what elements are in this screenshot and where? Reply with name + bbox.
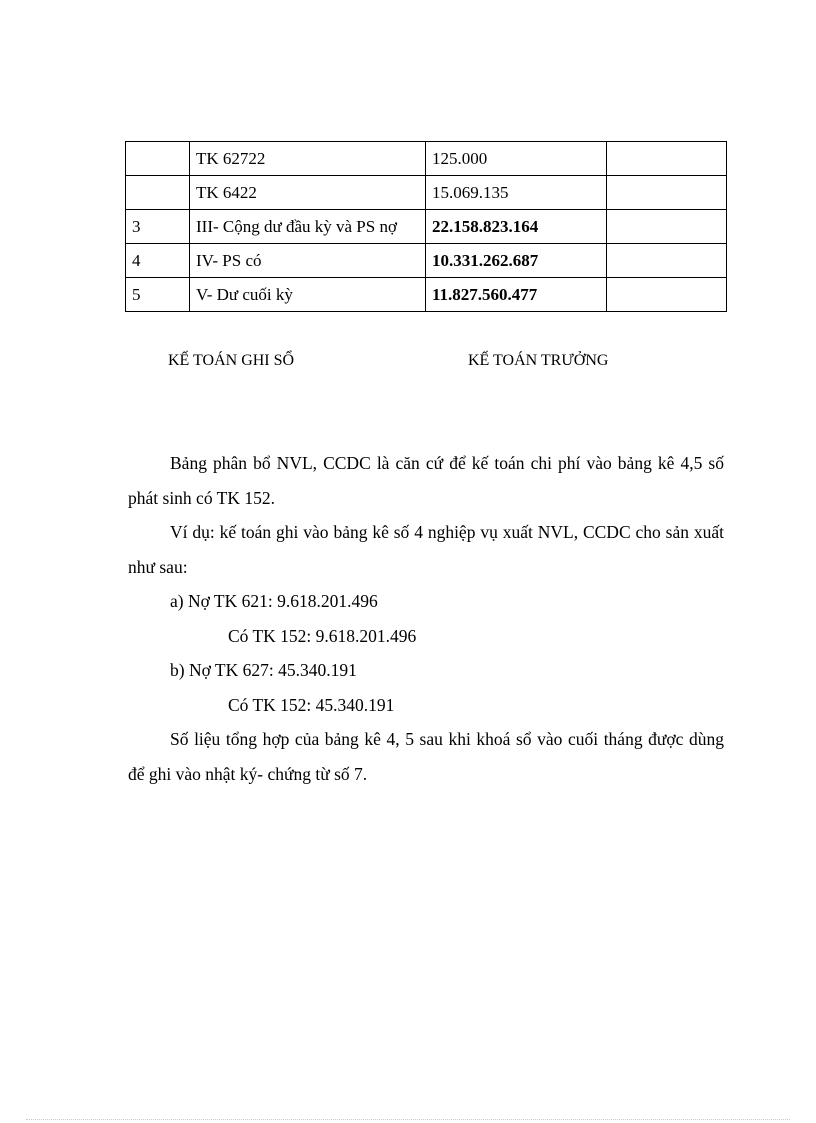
signature-accountant: KẾ TOÁN GHI SỔ	[168, 352, 295, 369]
account-cell: TK 62722	[190, 142, 426, 176]
row-number-cell	[126, 176, 190, 210]
account-cell: III- Cộng dư đầu kỳ và PS nợ	[190, 210, 426, 244]
extra-cell	[607, 210, 727, 244]
entry-b-debit: b) Nợ TK 627: 45.340.191	[170, 660, 357, 680]
ledger-table	[125, 141, 727, 312]
account-cell: V- Dư cuối kỳ	[190, 278, 426, 312]
signature-chief-accountant: KẾ TOÁN TRƯỞNG	[468, 352, 609, 369]
extra-cell	[607, 278, 727, 312]
account-cell: IV- PS có	[190, 244, 426, 278]
amount-cell: 11.827.560.477	[426, 278, 607, 312]
extra-cell	[607, 244, 727, 278]
paragraph-allocation: Bảng phân bổ NVL, CCDC là căn cứ để kế toán chi phí vào bảng kê 4,5 số phát sinh có TK 152.	[128, 453, 724, 508]
table-row	[126, 244, 727, 278]
row-number-cell: 5	[126, 278, 190, 312]
entry-a-debit: a) Nợ TK 621: 9.618.201.496	[170, 591, 378, 611]
extra-cell	[607, 176, 727, 210]
table-row	[126, 210, 727, 244]
table-row	[126, 176, 727, 210]
row-number-cell: 4	[126, 244, 190, 278]
entry-a-credit: Có TK 152: 9.618.201.496	[228, 625, 417, 646]
amount-cell: 10.331.262.687	[426, 244, 607, 278]
ledger-table-body	[126, 142, 727, 312]
account-cell: TK 6422	[190, 176, 426, 210]
amount-cell: 15.069.135	[426, 176, 607, 210]
extra-cell	[607, 142, 727, 176]
amount-cell: 22.158.823.164	[426, 210, 607, 244]
row-number-cell: 3	[126, 210, 190, 244]
table-row	[126, 142, 727, 176]
page-bottom-divider	[26, 1119, 790, 1120]
table-row	[126, 278, 727, 312]
paragraph-example: Ví dụ: kế toán ghi vào bảng kê số 4 nghiệp vụ xuất NVL, CCDC cho sản xuất như sau:	[128, 522, 724, 577]
paragraph-summary: Số liệu tổng hợp của bảng kê 4, 5 sau khi khoá sổ vào cuối tháng được dùng để ghi vào nhật ký- chứng từ số 7.	[128, 729, 724, 784]
amount-cell: 125.000	[426, 142, 607, 176]
entry-b-credit: Có TK 152: 45.340.191	[228, 694, 395, 715]
body-text	[128, 446, 724, 791]
row-number-cell	[126, 142, 190, 176]
